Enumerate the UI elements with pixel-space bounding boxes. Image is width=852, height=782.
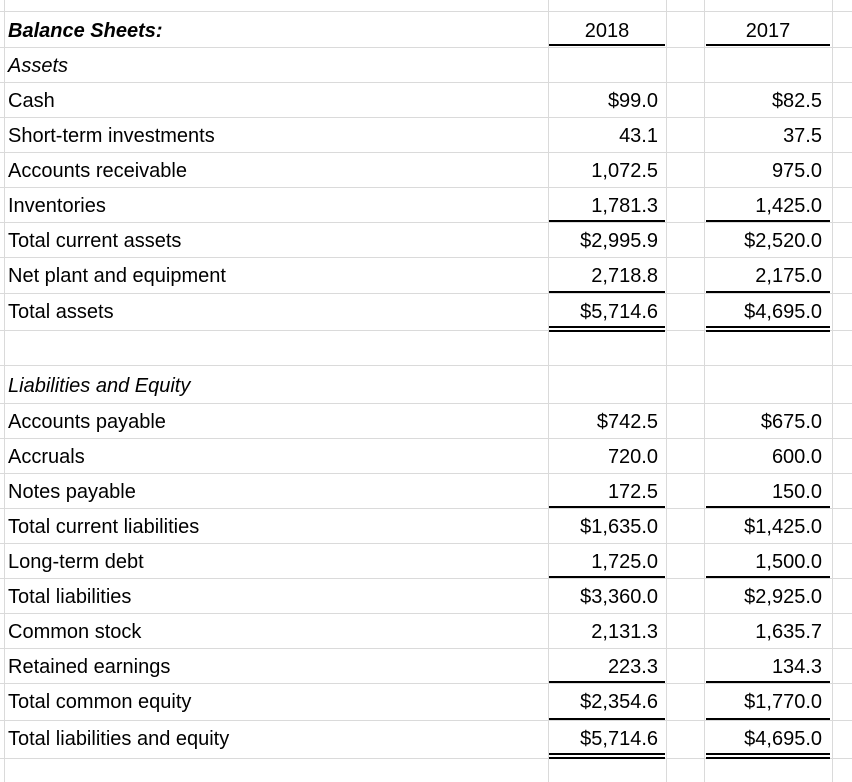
row-label: Net plant and equipment (8, 265, 226, 287)
subtotal-underline (549, 506, 665, 508)
value-2017: $675.0 (760, 411, 822, 433)
value-2018: 1,725.0 (591, 551, 658, 573)
table-row (0, 614, 852, 648)
grid-row-line (0, 365, 852, 366)
subtotal-underline (549, 718, 665, 720)
value-2018: $3,360.0 (580, 586, 658, 608)
subtotal-underline (706, 506, 830, 508)
row-label: Total assets (8, 301, 114, 323)
value-2017: $4,695.0 (744, 301, 822, 323)
value-2018: $2,354.6 (580, 691, 658, 713)
subtotal-underline (549, 681, 665, 683)
value-2018: $1,635.0 (580, 516, 658, 538)
value-2017: 37.5 (783, 125, 822, 147)
table-row (0, 258, 852, 292)
table-row (0, 439, 852, 473)
row-label: Accruals (8, 446, 85, 468)
header-row (0, 13, 852, 47)
table-row (0, 83, 852, 117)
row-label: Inventories (8, 195, 106, 217)
table-row (0, 223, 852, 257)
value-2018: 172.5 (607, 481, 658, 503)
table-row (0, 721, 852, 755)
value-2017: $82.5 (771, 90, 822, 112)
subtotal-underline (706, 718, 830, 720)
table-row (0, 649, 852, 683)
liabilities-heading: Liabilities and Equity (8, 375, 191, 397)
row-label: Retained earnings (8, 656, 171, 678)
value-2017: 600.0 (771, 446, 822, 468)
value-2017: $1,770.0 (744, 691, 822, 713)
row-label: Cash (8, 90, 55, 112)
subtotal-underline (706, 576, 830, 578)
value-2018: $5,714.6 (580, 301, 658, 323)
row-label: Total liabilities and equity (8, 728, 230, 750)
assets-heading-row (0, 48, 852, 82)
value-2017: 134.3 (771, 656, 822, 678)
row-label: Long-term debt (8, 551, 144, 573)
value-2018: 2,131.3 (591, 621, 658, 643)
row-label: Total current assets (8, 230, 182, 252)
year-header-2018: 2018 (584, 20, 630, 42)
value-2018: 2,718.8 (591, 265, 658, 287)
value-2017: 975.0 (771, 160, 822, 182)
value-2017: 1,500.0 (755, 551, 822, 573)
value-2018: 43.1 (619, 125, 658, 147)
value-2017: $1,425.0 (744, 516, 822, 538)
row-label: Total common equity (8, 691, 192, 713)
table-row (0, 474, 852, 508)
table-row (0, 294, 852, 328)
value-2017: $4,695.0 (744, 728, 822, 750)
grid-row-line (0, 11, 852, 12)
total-double-underline (706, 326, 830, 332)
subtotal-underline (706, 291, 830, 293)
table-row (0, 404, 852, 438)
table-row (0, 509, 852, 543)
liabilities-heading-row (0, 368, 852, 402)
value-2018: 223.3 (607, 656, 658, 678)
table-row (0, 579, 852, 613)
table-row (0, 684, 852, 718)
row-label: Accounts receivable (8, 160, 187, 182)
table-row (0, 544, 852, 578)
value-2017: 1,425.0 (755, 195, 822, 217)
table-row (0, 118, 852, 152)
subtotal-underline (549, 576, 665, 578)
value-2017: $2,925.0 (744, 586, 822, 608)
assets-heading: Assets (8, 55, 69, 77)
subtotal-underline (706, 681, 830, 683)
value-2017: $2,520.0 (744, 230, 822, 252)
value-2018: $742.5 (596, 411, 658, 433)
total-double-underline (706, 753, 830, 759)
value-2018: $99.0 (607, 90, 658, 112)
row-label: Common stock (8, 621, 142, 643)
value-2018: $2,995.9 (580, 230, 658, 252)
value-2017: 1,635.7 (755, 621, 822, 643)
total-double-underline (549, 753, 665, 759)
row-label: Total liabilities (8, 586, 132, 608)
value-2018: 1,072.5 (591, 160, 658, 182)
header-underline (549, 44, 665, 46)
value-2017: 150.0 (771, 481, 822, 503)
row-label: Total current liabilities (8, 516, 200, 538)
subtotal-underline (549, 220, 665, 222)
table-row (0, 188, 852, 222)
row-label: Accounts payable (8, 411, 166, 433)
table-row (0, 153, 852, 187)
total-double-underline (549, 326, 665, 332)
row-label: Short-term investments (8, 125, 215, 147)
sheet-title: Balance Sheets: (8, 20, 163, 42)
value-2018: $5,714.6 (580, 728, 658, 750)
subtotal-underline (549, 291, 665, 293)
value-2018: 720.0 (607, 446, 658, 468)
row-label: Notes payable (8, 481, 136, 503)
header-underline (706, 44, 830, 46)
value-2018: 1,781.3 (591, 195, 658, 217)
subtotal-underline (706, 220, 830, 222)
value-2017: 2,175.0 (755, 265, 822, 287)
year-header-2017: 2017 (745, 20, 791, 42)
